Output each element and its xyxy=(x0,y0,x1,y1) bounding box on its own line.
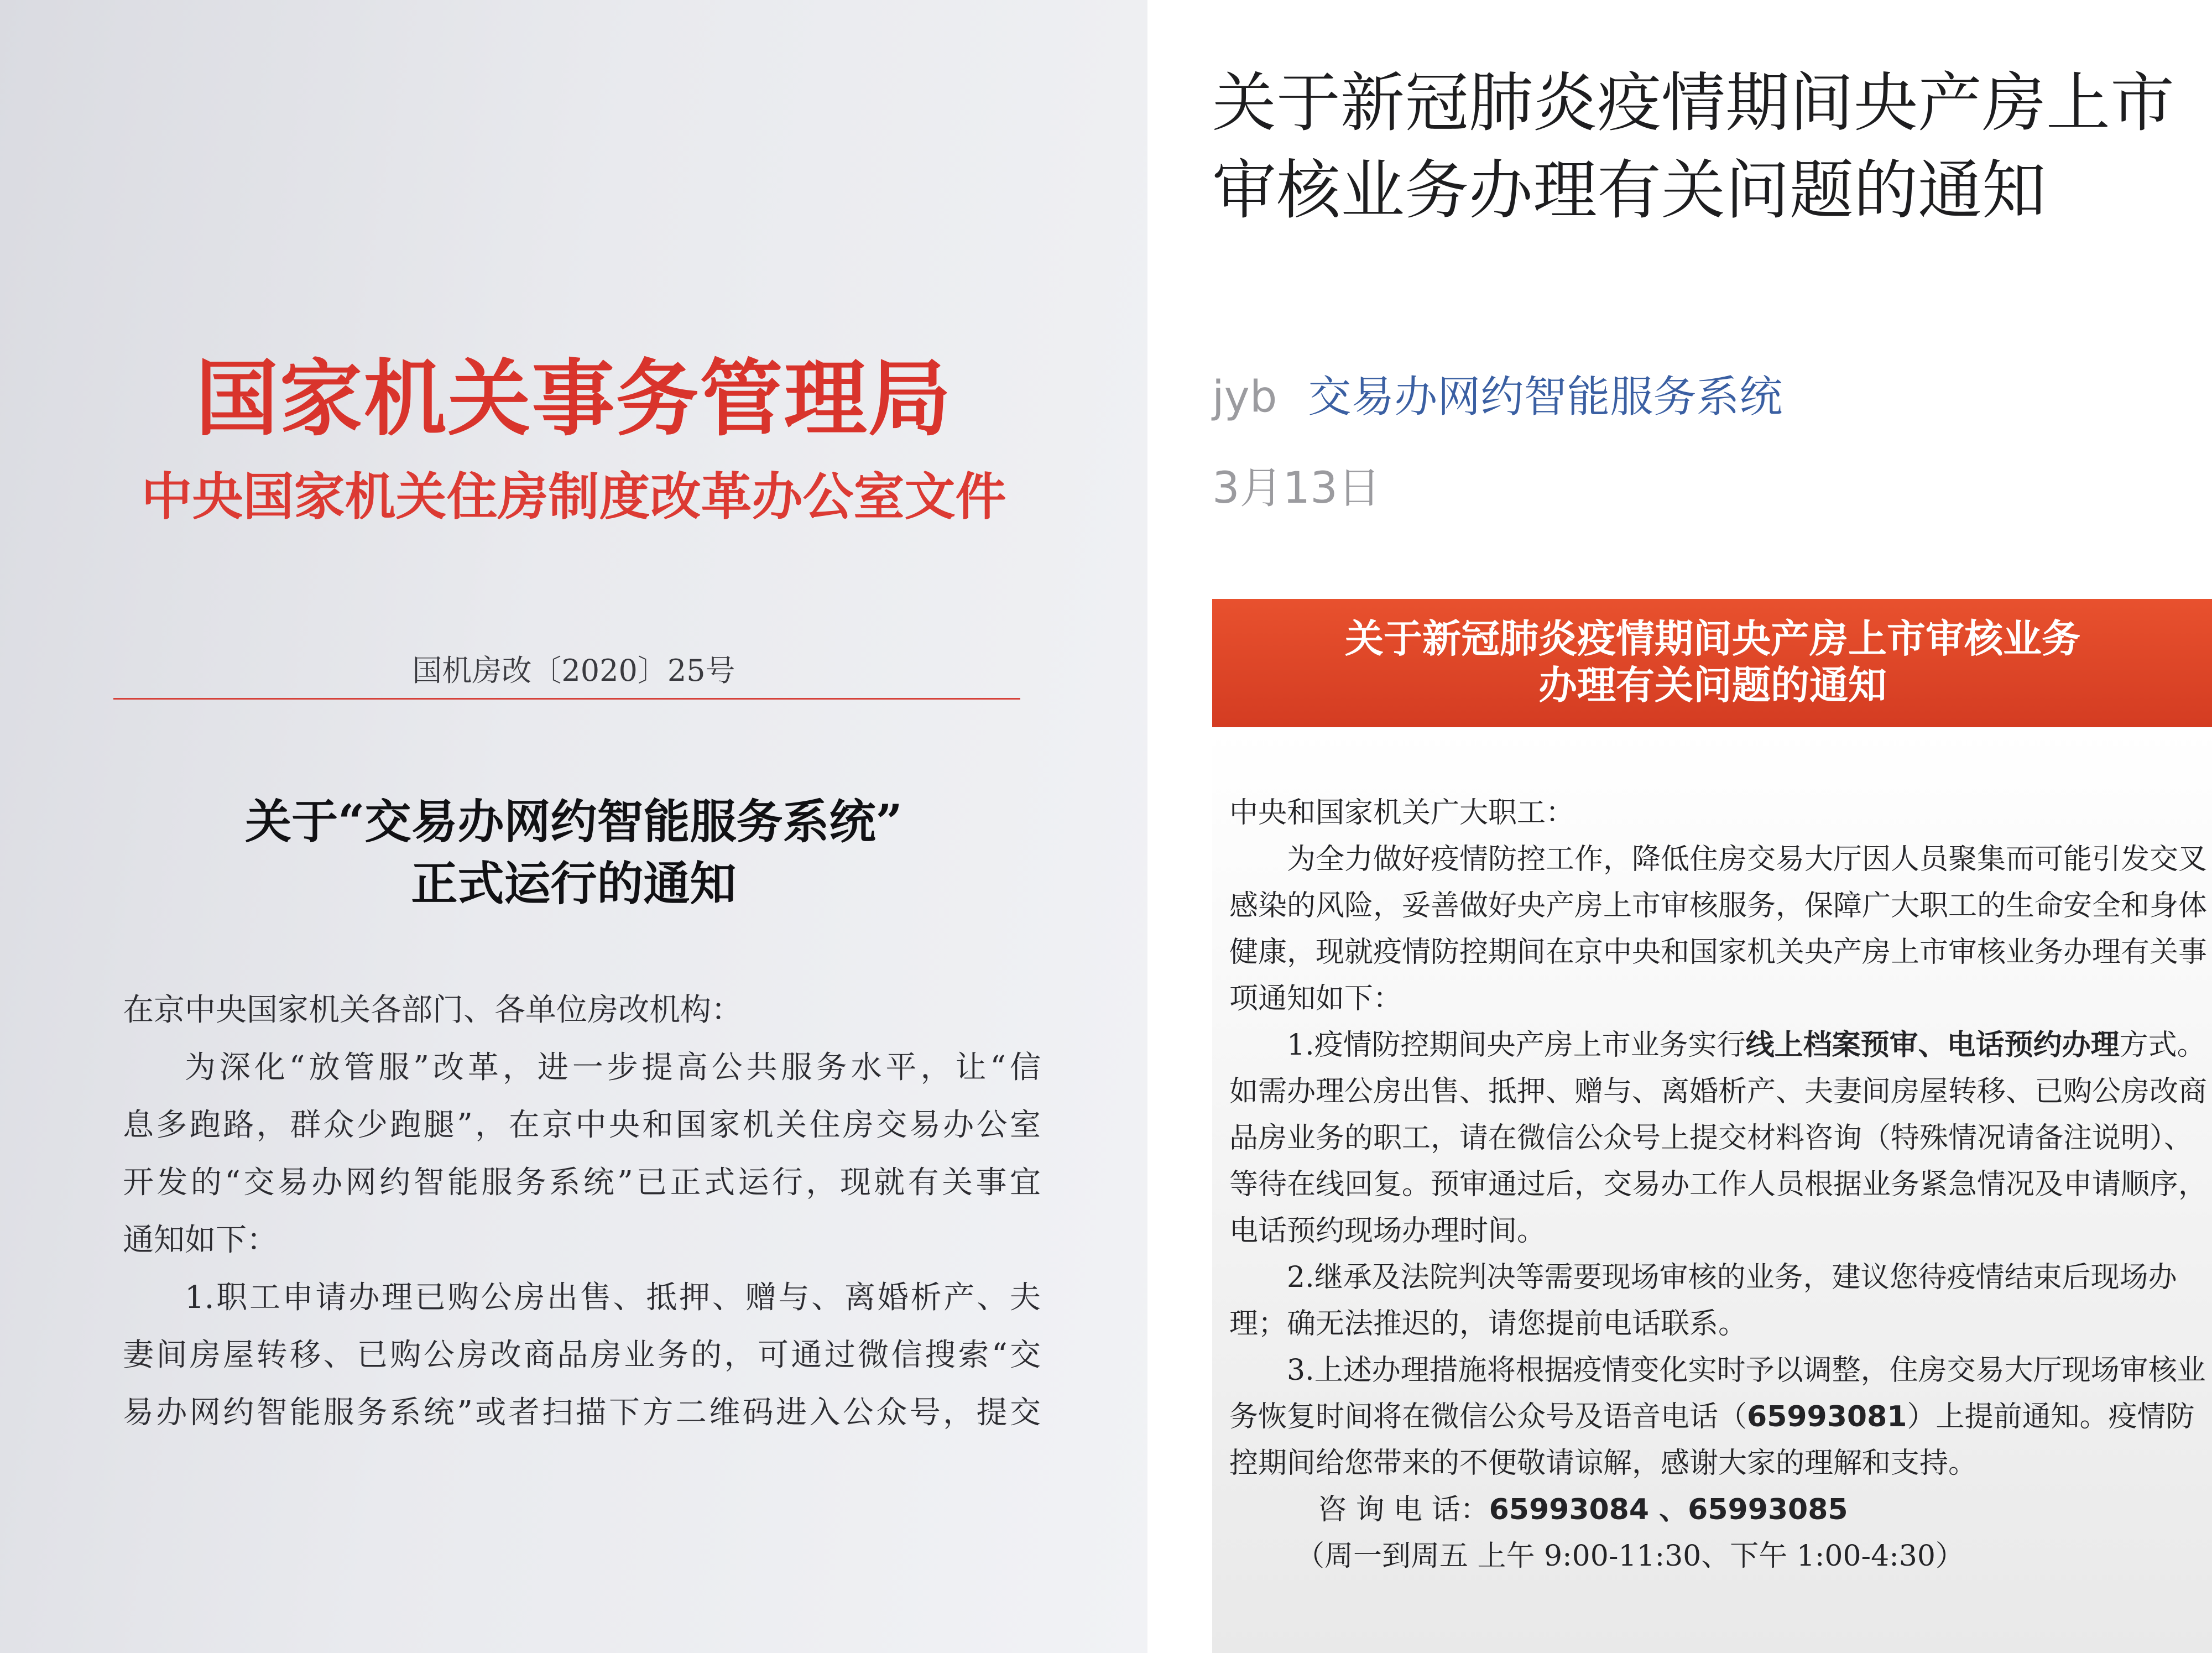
office-hours: （周一到周五 上午 9:00-11:30、下午 1:00-4:30） xyxy=(1296,1540,1964,1573)
item-3-prefix: 3.上述办理措施将根据疫情变化实时予以调整，住房交易大厅现场审核业务恢复时间将在微信公众号及语音电话（ xyxy=(1229,1354,2206,1433)
intro-paragraph: 为全力做好疫情防控工作，降低住房交易大厅因人员聚集而可能引发交叉感染的风险，妥善做好央产房上市审核服务，保障广大职工的生命安全和身体健康，现就疫情防控期间在京中央和国家机关央产房上市审核业务办理有关事项通知如下： xyxy=(1229,843,2208,1015)
right-article-panel xyxy=(1147,0,2212,1653)
document-number: 国机房改〔2020〕25号 xyxy=(412,653,735,688)
agency-title: 国家机关事务管理局 xyxy=(195,350,952,447)
agency-subtitle: 中央国家机关住房制度改革办公室文件 xyxy=(141,467,1006,526)
banner-line-2: 办理有关问题的通知 xyxy=(1538,663,1887,708)
red-divider-line xyxy=(113,698,1020,700)
left-para2-line: 易办网约智能服务系统”或者扫描下方二维码进入公众号，提交 xyxy=(123,1395,1041,1431)
notice-body xyxy=(1229,790,2208,1579)
left-para1-line: 息多跑路，群众少跑腿”，在京中央和国家机关住房交易办公室 xyxy=(123,1107,1041,1143)
right-salutation: 中央和国家机关广大职工： xyxy=(1229,796,1575,830)
notice-banner xyxy=(1212,599,2212,727)
left-document-body xyxy=(123,982,1041,1442)
left-para1-line: 开发的“交易办网约智能服务系统”已正式运行，现就有关事宜 xyxy=(123,1165,1041,1201)
notice-title xyxy=(0,791,1147,915)
notice-title-line-2: 正式运行的通知 xyxy=(411,856,737,911)
item-1 xyxy=(1229,1022,2208,1254)
item-3-phone: 65993081 xyxy=(1747,1400,1907,1433)
account-name-link[interactable]: 交易办网约智能服务系统 xyxy=(1308,372,1783,422)
left-para1-line: 为深化“放管服”改革，进一步提高公共服务水平，让“信 xyxy=(185,1050,1041,1086)
publish-date: 3月13日 xyxy=(1212,463,1381,513)
contact-phones: 65993084 、65993085 xyxy=(1489,1493,1848,1526)
account-line xyxy=(1212,362,1782,424)
contact-label: 咨 询 电 话： xyxy=(1318,1493,1489,1526)
left-salutation: 在京中央国家机关各部门、各单位房改机构： xyxy=(123,992,742,1028)
left-para2-line: 1.职工申请办理已购公房出售、抵押、赠与、离婚析产、夫 xyxy=(185,1280,1041,1316)
contact-line xyxy=(1229,1487,2208,1533)
item-1-suffix: 方式。如需办理公房出售、抵押、赠与、离婚析产、夫妻间房屋转移、已购公房改商品房业务的职工，请在微信公众号上提交材料咨询（特殊情况请备注说明）、等待在线回复。预审通过后，交易办工作人员根据业务紧急情况及申请顺序，电话预约现场办理时间。 xyxy=(1229,1029,2208,1248)
left-para1-line: 通知如下： xyxy=(123,1222,278,1258)
item-3 xyxy=(1229,1347,2208,1487)
notice-title-line-1: 关于“交易办网约智能服务系统” xyxy=(245,794,902,849)
article-title: 关于新冠肺炎疫情期间央产房上市审核业务办理有关问题的通知 xyxy=(1212,66,2174,228)
item-1-prefix: 1.疫情防控期间央产房上市业务实行 xyxy=(1287,1029,1746,1062)
item-1-bold: 线上档案预审、电话预约办理 xyxy=(1745,1028,2120,1062)
item-2: 2.继承及法院判决等需要现场审核的业务，建议您待疫情结束后现场办理；确无法推迟的，请您提前电话联系。 xyxy=(1229,1261,2177,1341)
account-id: jyb xyxy=(1212,372,1277,422)
banner-line-1: 关于新冠肺炎疫情期间央产房上市审核业务 xyxy=(1345,616,2080,661)
left-para2-line: 妻间房屋转移、已购公房改商品房业务的，可通过微信搜索“交 xyxy=(123,1337,1041,1373)
item-3-suffix: ）上提前通知。疫情防控期间给您带来的不便敬请谅解，感谢大家的理解和支持。 xyxy=(1229,1400,2195,1480)
